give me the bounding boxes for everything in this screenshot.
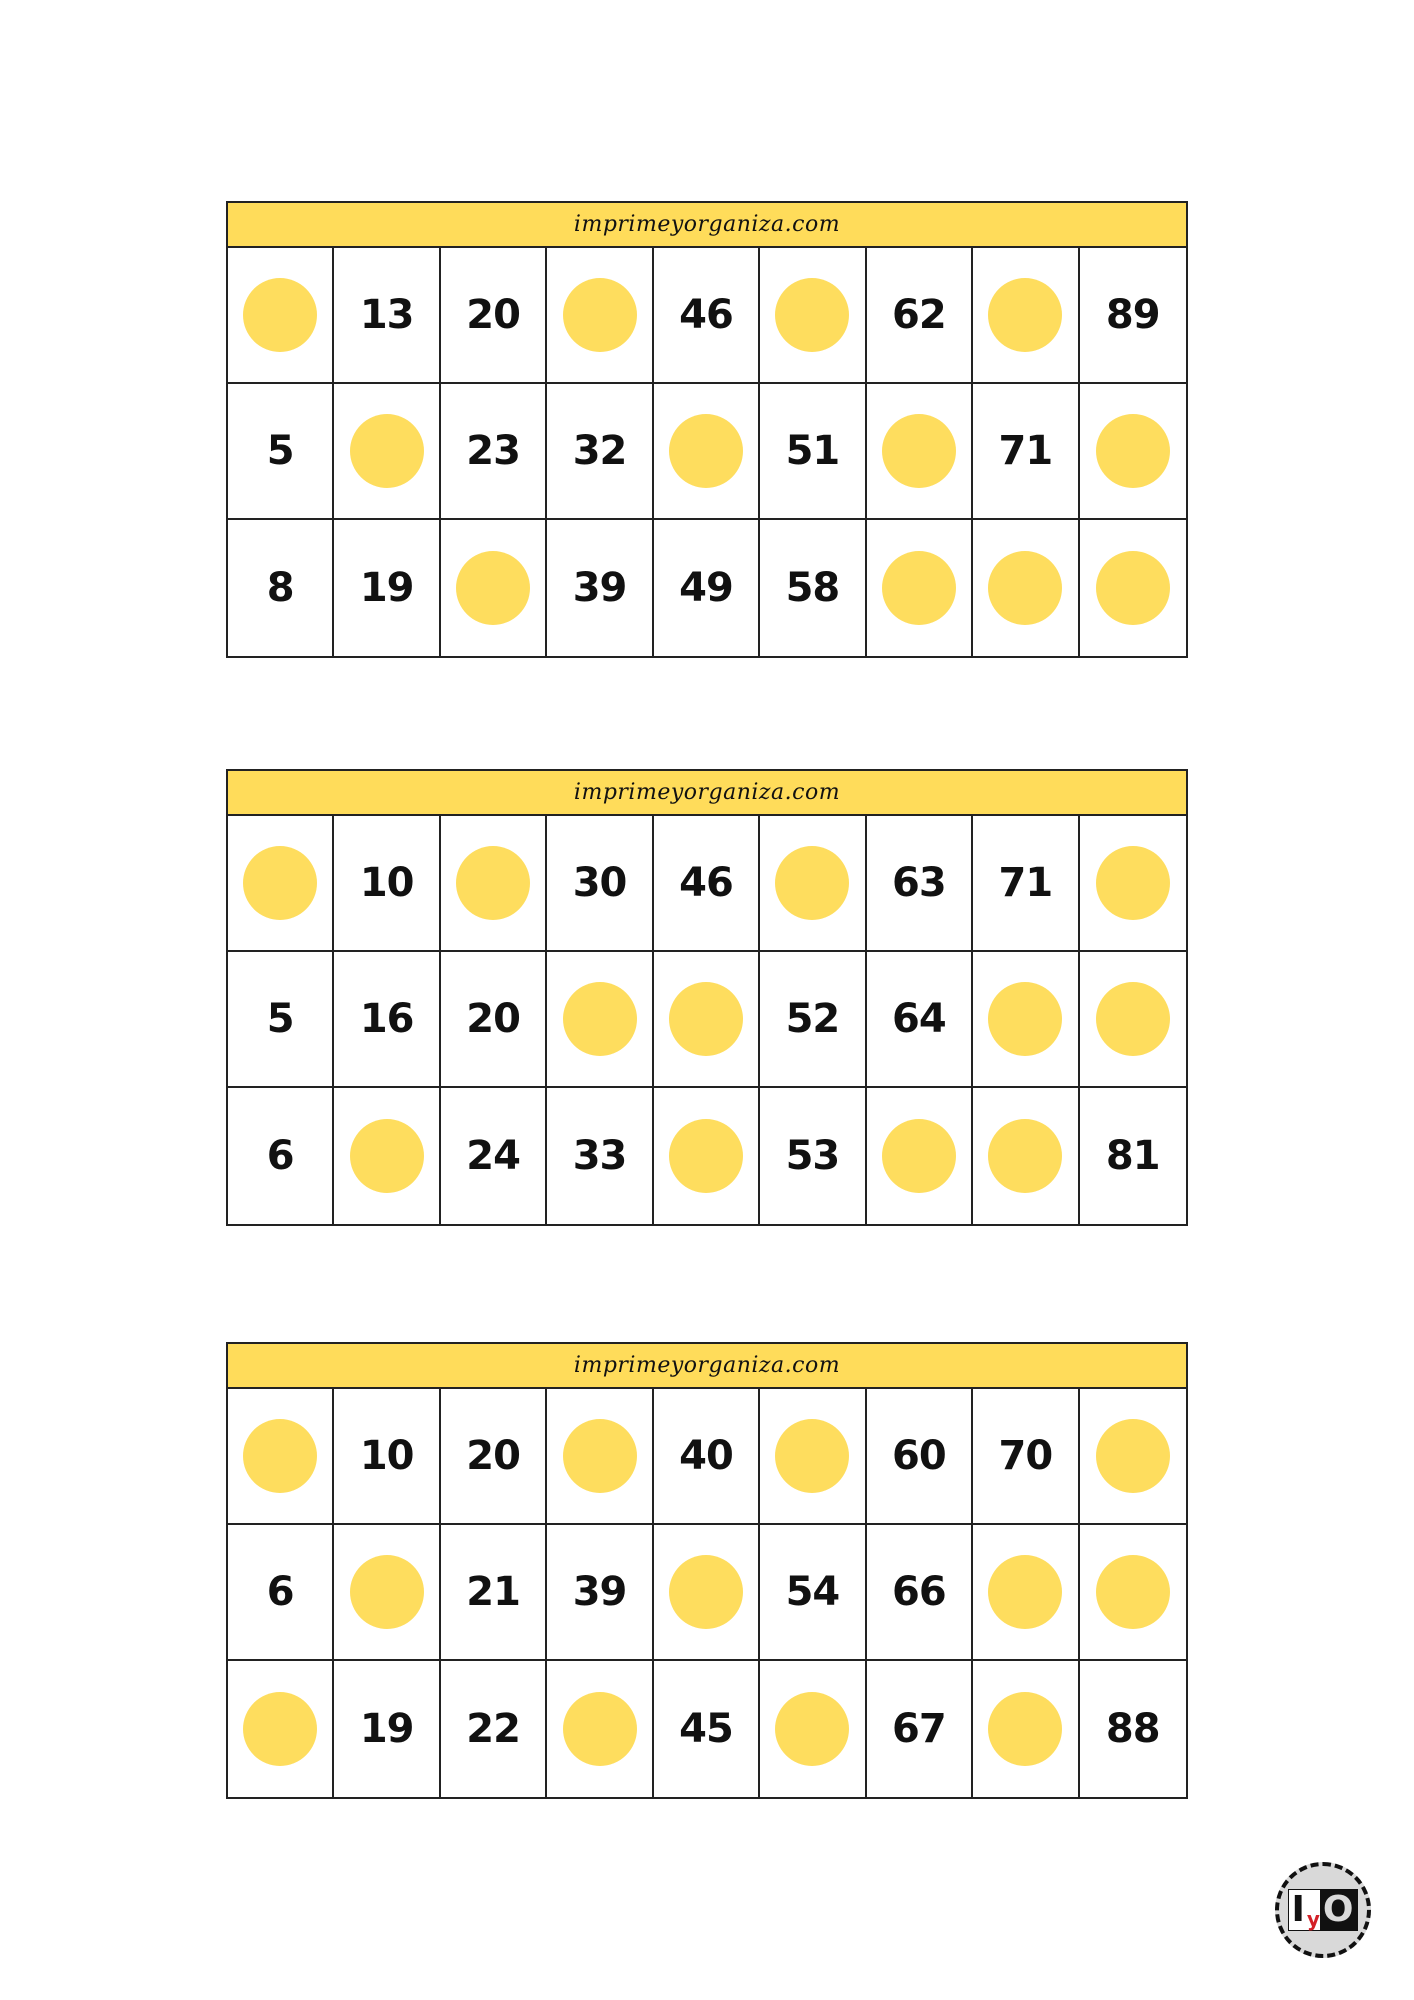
bingo-number: 51 xyxy=(785,428,840,474)
card-header xyxy=(228,203,1186,248)
bingo-number: 64 xyxy=(892,996,946,1042)
grid-cell xyxy=(1080,1525,1186,1661)
bingo-number: 39 xyxy=(572,565,627,611)
blank-dot-icon xyxy=(456,846,530,920)
blank-dot-icon xyxy=(988,1119,1062,1193)
grid-cell xyxy=(441,1661,547,1797)
bingo-number: 10 xyxy=(359,1433,414,1479)
blank-dot-icon xyxy=(988,1692,1062,1766)
bingo-number: 5 xyxy=(266,996,294,1042)
blank-dot-icon xyxy=(988,278,1062,352)
blank-dot-icon xyxy=(882,551,956,625)
blank-dot-icon xyxy=(563,1692,637,1766)
blank-dot-icon xyxy=(1096,551,1170,625)
blank-dot-icon xyxy=(1096,846,1170,920)
blank-dot-icon xyxy=(1096,982,1170,1056)
bingo-number: 10 xyxy=(359,860,414,906)
website-label: imprimeyorganiza.com xyxy=(573,1353,841,1378)
grid-cell xyxy=(760,816,866,952)
grid-cell xyxy=(654,952,760,1088)
bingo-number: 46 xyxy=(679,292,733,338)
grid-cell xyxy=(334,816,440,952)
bingo-number: 54 xyxy=(785,1569,840,1615)
bingo-number: 13 xyxy=(359,292,414,338)
grid-cell xyxy=(441,1088,547,1224)
bingo-number: 81 xyxy=(1105,1133,1160,1179)
number-grid xyxy=(228,1389,1186,1797)
grid-cell xyxy=(867,384,973,520)
bingo-number: 8 xyxy=(266,565,294,611)
grid-cell xyxy=(334,1389,440,1525)
grid-cell xyxy=(1080,248,1186,384)
grid-cell xyxy=(334,952,440,1088)
blank-dot-icon xyxy=(988,1555,1062,1629)
grid-cell xyxy=(867,816,973,952)
bingo-number: 39 xyxy=(572,1569,627,1615)
grid-cell xyxy=(547,1661,653,1797)
bingo-number: 71 xyxy=(998,860,1053,906)
grid-cell xyxy=(760,384,866,520)
blank-dot-icon xyxy=(669,1119,743,1193)
bingo-number: 19 xyxy=(359,565,414,611)
blank-dot-icon xyxy=(775,278,849,352)
bingo-number: 6 xyxy=(266,1133,294,1179)
grid-cell xyxy=(760,248,866,384)
bingo-number: 24 xyxy=(466,1133,520,1179)
grid-cell xyxy=(334,1088,440,1224)
logo-mark xyxy=(1288,1889,1357,1931)
grid-cell xyxy=(760,1525,866,1661)
number-grid xyxy=(228,248,1186,656)
grid-cell xyxy=(334,520,440,656)
logo-letter-i: I xyxy=(1291,1889,1305,1930)
bingo-number: 22 xyxy=(466,1706,520,1752)
grid-cell xyxy=(973,1389,1079,1525)
grid-cell xyxy=(547,520,653,656)
grid-cell xyxy=(973,520,1079,656)
grid-cell xyxy=(973,952,1079,1088)
grid-cell xyxy=(228,952,334,1088)
grid-cell xyxy=(1080,1661,1186,1797)
grid-cell xyxy=(228,1389,334,1525)
grid-cell xyxy=(441,1389,547,1525)
bingo-number: 71 xyxy=(998,428,1053,474)
grid-cell xyxy=(867,1389,973,1525)
bingo-number: 52 xyxy=(785,996,840,1042)
grid-cell xyxy=(654,384,760,520)
blank-dot-icon xyxy=(350,1119,424,1193)
grid-cell xyxy=(654,1088,760,1224)
blank-dot-icon xyxy=(243,278,317,352)
bingo-number: 20 xyxy=(466,1433,520,1479)
grid-cell xyxy=(973,1088,1079,1224)
grid-cell xyxy=(228,1088,334,1224)
grid-cell xyxy=(334,1525,440,1661)
grid-cell xyxy=(867,520,973,656)
bingo-number: 32 xyxy=(572,428,627,474)
grid-cell xyxy=(760,1088,866,1224)
blank-dot-icon xyxy=(350,1555,424,1629)
grid-cell xyxy=(1080,520,1186,656)
grid-cell xyxy=(334,384,440,520)
grid-cell xyxy=(867,248,973,384)
bingo-number: 63 xyxy=(892,860,946,906)
grid-cell xyxy=(547,1525,653,1661)
bingo-number: 40 xyxy=(679,1433,733,1479)
grid-cell xyxy=(760,952,866,1088)
grid-cell xyxy=(1080,952,1186,1088)
grid-cell xyxy=(441,520,547,656)
blank-dot-icon xyxy=(988,982,1062,1056)
number-grid xyxy=(228,816,1186,1224)
blank-dot-icon xyxy=(243,1692,317,1766)
blank-dot-icon xyxy=(669,414,743,488)
grid-cell xyxy=(867,1088,973,1224)
grid-cell xyxy=(547,1389,653,1525)
bingo-number: 88 xyxy=(1105,1706,1160,1752)
bingo-number: 46 xyxy=(679,860,733,906)
grid-cell xyxy=(228,520,334,656)
blank-dot-icon xyxy=(882,414,956,488)
grid-cell xyxy=(867,1661,973,1797)
bingo-number: 67 xyxy=(892,1706,946,1752)
card-header xyxy=(228,771,1186,816)
grid-cell xyxy=(1080,384,1186,520)
bingo-number: 19 xyxy=(359,1706,414,1752)
bingo-number: 60 xyxy=(892,1433,946,1479)
grid-cell xyxy=(760,520,866,656)
blank-dot-icon xyxy=(775,846,849,920)
blank-dot-icon xyxy=(988,551,1062,625)
grid-cell xyxy=(228,816,334,952)
bingo-number: 33 xyxy=(572,1133,627,1179)
website-label: imprimeyorganiza.com xyxy=(573,780,841,805)
logo-letter-y: y xyxy=(1306,1907,1320,1931)
bingo-card xyxy=(226,201,1188,658)
blank-dot-icon xyxy=(456,551,530,625)
grid-cell xyxy=(334,248,440,384)
grid-cell xyxy=(228,1525,334,1661)
bingo-number: 23 xyxy=(466,428,520,474)
grid-cell xyxy=(441,952,547,1088)
grid-cell xyxy=(654,1389,760,1525)
grid-cell xyxy=(547,384,653,520)
bingo-number: 66 xyxy=(892,1569,946,1615)
grid-cell xyxy=(547,816,653,952)
grid-cell xyxy=(760,1661,866,1797)
blank-dot-icon xyxy=(243,1419,317,1493)
grid-cell xyxy=(654,816,760,952)
grid-cell xyxy=(867,952,973,1088)
grid-cell xyxy=(973,384,1079,520)
grid-cell xyxy=(654,1661,760,1797)
blank-dot-icon xyxy=(1096,414,1170,488)
grid-cell xyxy=(654,520,760,656)
bingo-number: 6 xyxy=(266,1569,294,1615)
bingo-number: 20 xyxy=(466,996,520,1042)
bingo-number: 62 xyxy=(892,292,946,338)
blank-dot-icon xyxy=(243,846,317,920)
grid-cell xyxy=(547,248,653,384)
bingo-number: 70 xyxy=(998,1433,1053,1479)
grid-cell xyxy=(441,1525,547,1661)
grid-cell xyxy=(867,1525,973,1661)
grid-cell xyxy=(654,248,760,384)
grid-cell xyxy=(654,1525,760,1661)
grid-cell xyxy=(547,1088,653,1224)
blank-dot-icon xyxy=(563,1419,637,1493)
grid-cell xyxy=(973,1661,1079,1797)
bingo-card xyxy=(226,1342,1188,1799)
bingo-number: 21 xyxy=(466,1569,520,1615)
grid-cell xyxy=(760,1389,866,1525)
bingo-number: 49 xyxy=(679,565,733,611)
grid-cell xyxy=(441,816,547,952)
grid-cell xyxy=(1080,1389,1186,1525)
grid-cell xyxy=(228,384,334,520)
blank-dot-icon xyxy=(775,1419,849,1493)
grid-cell xyxy=(441,248,547,384)
iyo-logo-icon xyxy=(1275,1862,1371,1958)
bingo-number: 20 xyxy=(466,292,520,338)
blank-dot-icon xyxy=(350,414,424,488)
blank-dot-icon xyxy=(1096,1555,1170,1629)
grid-cell xyxy=(547,952,653,1088)
website-label: imprimeyorganiza.com xyxy=(573,212,841,237)
grid-cell xyxy=(228,1661,334,1797)
blank-dot-icon xyxy=(563,278,637,352)
grid-cell xyxy=(1080,1088,1186,1224)
blank-dot-icon xyxy=(882,1119,956,1193)
grid-cell xyxy=(441,384,547,520)
card-header xyxy=(228,1344,1186,1389)
bingo-number: 53 xyxy=(785,1133,840,1179)
bingo-number: 45 xyxy=(679,1706,733,1752)
grid-cell xyxy=(334,1661,440,1797)
blank-dot-icon xyxy=(1096,1419,1170,1493)
grid-cell xyxy=(973,816,1079,952)
bingo-number: 89 xyxy=(1105,292,1160,338)
blank-dot-icon xyxy=(563,982,637,1056)
grid-cell xyxy=(973,248,1079,384)
blank-dot-icon xyxy=(669,982,743,1056)
grid-cell xyxy=(1080,816,1186,952)
grid-cell xyxy=(228,248,334,384)
bingo-number: 16 xyxy=(359,996,414,1042)
bingo-number: 5 xyxy=(266,428,294,474)
blank-dot-icon xyxy=(669,1555,743,1629)
bingo-number: 58 xyxy=(785,565,840,611)
grid-cell xyxy=(973,1525,1079,1661)
bingo-card xyxy=(226,769,1188,1226)
bingo-number: 30 xyxy=(572,860,627,906)
logo-letter-o: O xyxy=(1320,1890,1357,1930)
blank-dot-icon xyxy=(775,1692,849,1766)
